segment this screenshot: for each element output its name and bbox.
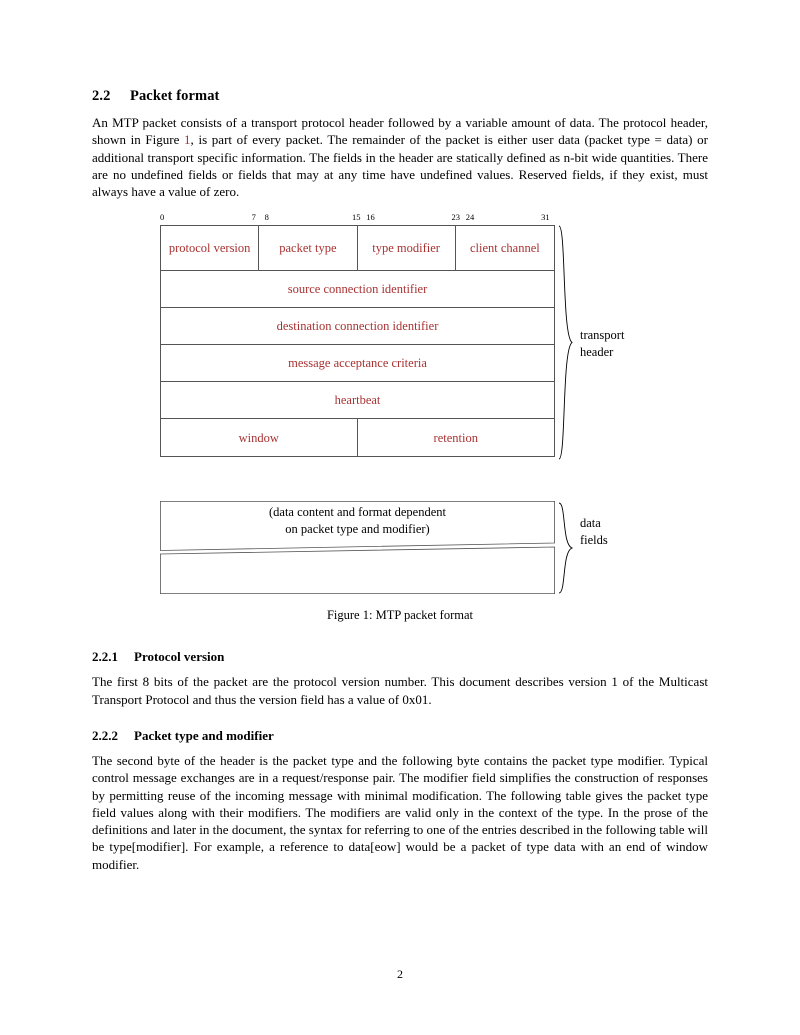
subsection-title-2: Packet type and modifier xyxy=(134,727,274,743)
bit-tick-7: 7 xyxy=(251,212,256,223)
section-heading xyxy=(92,88,708,105)
subsection-paragraph-1: The first 8 bits of the packet are the protocol version number. This document describes version 1 of the Multicast Transport Protocol and thus the version field has a value of 0x01. xyxy=(92,674,708,707)
field-window: window xyxy=(161,419,358,456)
data-fields-label xyxy=(580,515,608,548)
page-number: 2 xyxy=(397,967,403,981)
transport-header-label xyxy=(580,327,624,360)
packet-header-diagram xyxy=(160,225,555,457)
figure-mtp-packet-format xyxy=(92,212,708,623)
paragraph-text-after-link: , is part of every packet. The remainder of the packet is either user data (packet type = data) or additional transport specific information. The fields in the header are statically defined as n-bit wide quantities. There are no undefined fields or fields that may at any time have undefined values. Reserved fields, if they exist, must always have a value of zero. xyxy=(92,132,709,200)
subsection-heading-protocol-version xyxy=(92,649,708,665)
document-page xyxy=(92,88,708,873)
bit-tick-23: 23 xyxy=(451,212,460,223)
subsection-title-1: Protocol version xyxy=(134,649,225,665)
field-client-channel: client channel xyxy=(469,241,540,256)
bit-ruler xyxy=(160,212,555,224)
header-row-6 xyxy=(161,419,554,456)
field-heartbeat: heartbeat xyxy=(334,393,381,408)
field-source-connection-identifier: source connection identifier xyxy=(287,282,428,297)
subsection-number-2: 2.2.2 xyxy=(92,727,118,743)
figure-reference-link[interactable]: 1 xyxy=(184,132,191,148)
header-row-1 xyxy=(161,226,554,271)
bit-tick-0: 0 xyxy=(160,212,165,223)
bit-tick-31: 31 xyxy=(541,212,550,223)
header-row-4 xyxy=(161,345,554,382)
field-retention: retention xyxy=(433,430,478,445)
bit-tick-15: 15 xyxy=(351,212,361,223)
figure-caption: Figure 1: MTP packet format xyxy=(326,608,474,623)
section-paragraph xyxy=(92,114,708,200)
data-fields-line-2: on packet type and modifier) xyxy=(285,521,430,536)
field-protocol-version: protocol version xyxy=(161,226,259,270)
field-type-modifier: type modifier xyxy=(358,226,456,270)
field-packet-type: packet type xyxy=(259,226,357,270)
section-title: Packet format xyxy=(130,88,220,104)
transport-header-label-line-2: header xyxy=(580,344,614,359)
data-fields-block xyxy=(160,501,555,594)
bit-tick-16: 16 xyxy=(366,212,375,223)
subsection-number-1: 2.2.1 xyxy=(92,649,118,665)
section-number: 2.2 xyxy=(92,88,111,104)
data-fields-label-line-1: data xyxy=(580,516,601,531)
subsection-heading-packet-type-and-modifier xyxy=(92,728,708,744)
bit-tick-8: 8 xyxy=(264,212,269,223)
transport-header-label-line-1: transport xyxy=(580,328,625,343)
data-fields-brace xyxy=(558,502,574,598)
header-row-3 xyxy=(161,308,554,345)
brace-shape-data xyxy=(558,502,574,594)
paragraph-text-before-link: An MTP packet consists of a transport protocol header followed by a variable amount of data. The protocol header, shown in Figure xyxy=(92,115,708,148)
field-destination-connection-identifier: destination connection identifier xyxy=(276,319,439,334)
header-row-5 xyxy=(161,382,554,419)
data-fields-text xyxy=(160,501,555,537)
subsection-paragraph-2: The second byte of the header is the packet type and the following byte contains the packet type modifier. Typical control message exchanges are in a request/response pair. The modifier field simplifies the construction of responses by permitting reuse of the incoming message with minimal modification. The following table gives the packet type field values along with their modifiers. The modifiers are valid only in the context of the type. In the prose of the definitions and later in the document, the syntax for referring to one of the entries described in the following table will be type[modifier]. For example, a reference to data[eow] would be a packet of type data with an end of window modifier. xyxy=(92,752,708,872)
data-fields-label-line-2: fields xyxy=(580,532,608,547)
data-fields-line-1: (data content and format dependent xyxy=(268,505,446,520)
transport-header-brace xyxy=(558,225,574,464)
bit-tick-24: 24 xyxy=(465,212,475,223)
header-row-2 xyxy=(161,271,554,308)
brace-shape-transport xyxy=(558,225,574,460)
field-message-acceptance-criteria: message acceptance criteria xyxy=(288,356,427,371)
